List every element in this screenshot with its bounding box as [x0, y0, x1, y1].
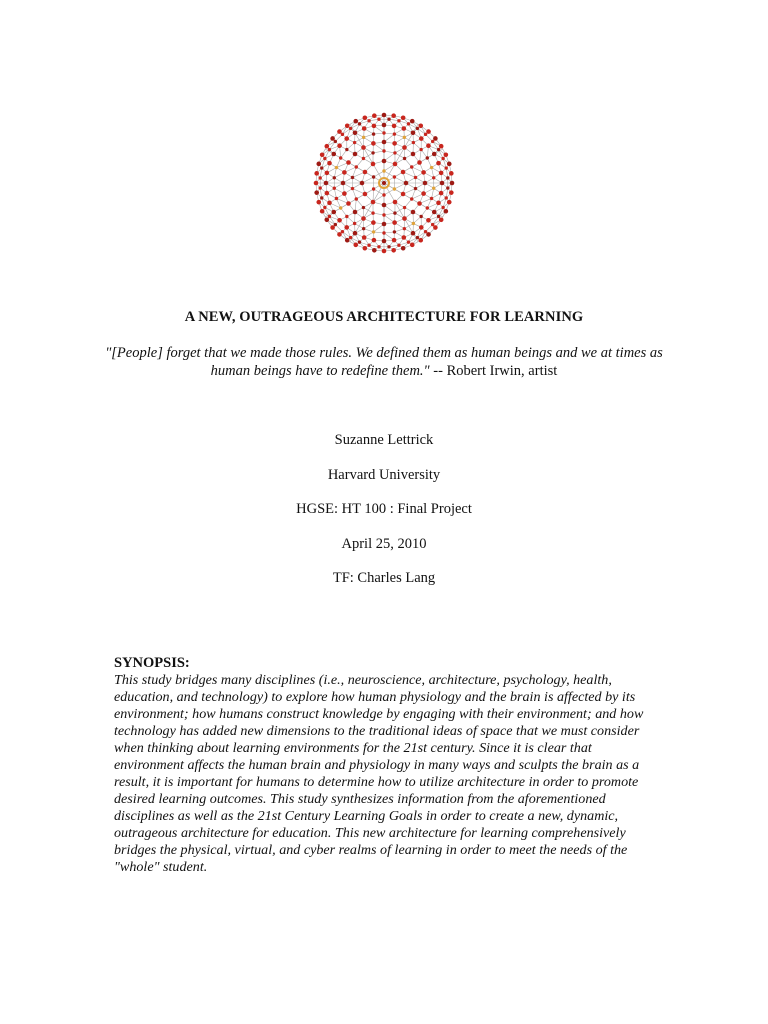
- epigraph-attribution: -- Robert Irwin, artist: [429, 362, 558, 379]
- tf-line: TF: Charles Lang: [332, 570, 436, 586]
- date-line: April 25, 2010: [341, 536, 427, 552]
- author-name: Suzanne Lettrick: [334, 432, 434, 448]
- epigraph: [100, 345, 668, 380]
- epigraph-quote: "[People] forget that we made those rules. We defined them as human beings and we at times as human beings have to redefine them.": [105, 345, 663, 379]
- synopsis-body: This study bridges many disciplines (i.e., neuroscience, architecture, psychology, health, education, and technology) to explore how human physiology and the brain is affected by its environment; how humans construct knowledge by engaging with their environment; and how technology has added new dimensions to the traditional ideas of space that we must consider when thinking about learning environments for the 21st century. Since it is clear that environment affects the human brain and physiology in many ways and sculpts the brain as a result, it is important for humans to determine how to utilize architecture in order to promote desired learning outcomes. This study synthesizes information from the aforementioned disciplines as well as the 21st Century Learning Goals in order to create a new, dynamic, outrageous architecture for education. This new architecture for learning comprehensively bridges the physical, virtual, and cyber realms of learning in order to meet the needs of the "whole" student.: [114, 672, 644, 875]
- synopsis-heading: SYNOPSIS:: [114, 655, 190, 671]
- institution: Harvard University: [327, 467, 441, 483]
- document-title: A NEW, OUTRAGEOUS ARCHITECTURE FOR LEARNING: [184, 309, 584, 325]
- course-line: HGSE: HT 100 : Final Project: [296, 501, 472, 517]
- geodesic-sphere-graphic: [313, 112, 455, 254]
